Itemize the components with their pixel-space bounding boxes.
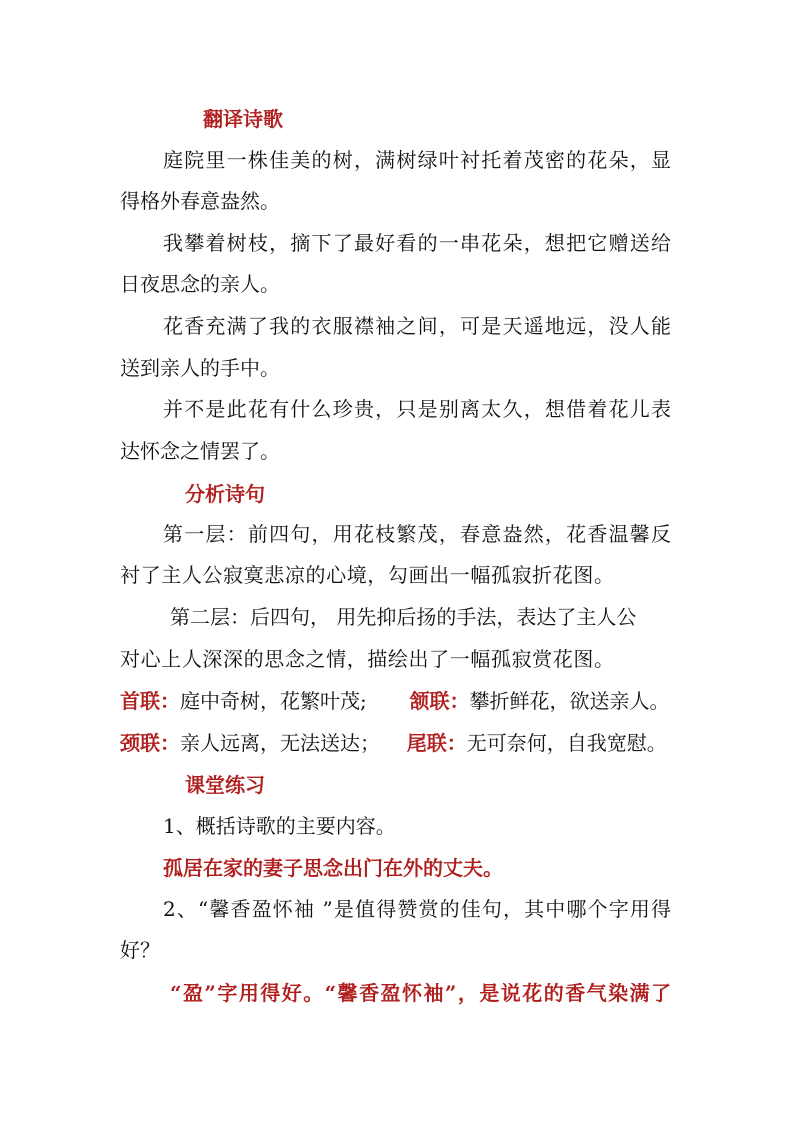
section-heading-analysis: 分析诗句 — [185, 482, 265, 506]
analysis-line-2: 衬了主人公寂寞悲凉的心境，勾画出一幅孤寂折花图。 — [120, 563, 614, 587]
couplet-text-hanlian: 攀折鲜花，欲送亲人。 — [469, 689, 670, 713]
couplet-text-jinglian: 亲人远离，无法送达； — [180, 731, 380, 755]
couplet-label-shoulian: 首联： — [120, 689, 180, 713]
translation-line-6: 送到亲人的手中。 — [120, 356, 280, 380]
analysis-line-3: 第二层：后四句， 用先抑后扬的手法，表达了主人公 — [170, 605, 637, 629]
practice-answer-2: “盈”字用得好。“馨香盈怀袖”，是说花的香气染满了 — [170, 981, 671, 1005]
practice-answer-1: 孤居在家的妻子思念出门在外的丈夫。 — [163, 856, 503, 880]
analysis-line-4: 对心上人深深的思念之情，描绘出了一幅孤寂赏花图。 — [120, 647, 614, 671]
translation-line-1: 庭院里一株佳美的树，满树绿叶衬托着茂密的花朵，显 — [163, 148, 671, 172]
translation-line-5: 花香充满了我的衣服襟袖之间，可是天遥地远，没人能 — [163, 314, 671, 338]
couplet-row-1 — [120, 688, 680, 714]
couplet-label-jinglian: 颈联： — [120, 731, 180, 755]
practice-question-1: 1、概括诗歌的主要内容。 — [163, 814, 396, 838]
couplet-label-weilian: 尾联： — [406, 731, 467, 755]
translation-line-8: 达怀念之情罢了。 — [120, 439, 280, 463]
translation-line-3: 我攀着树枝，摘下了最好看的一串花朵，想把它赠送给 — [163, 231, 671, 255]
couplet-text-weilian: 无可奈何，自我宽慰。 — [466, 731, 667, 755]
translation-line-2: 得格外春意盎然。 — [120, 189, 280, 213]
practice-question-2-line-1: 2、“馨香盈怀袖 ”是值得赞赏的佳句，其中哪个字用得 — [163, 897, 671, 921]
couplet-row-2 — [120, 730, 680, 756]
practice-question-2-line-2: 好？ — [120, 938, 160, 962]
section-heading-translate: 翻译诗歌 — [203, 107, 283, 131]
analysis-line-1: 第一层：前四句，用花枝繁茂，春意盎然，花香温馨反 — [163, 522, 671, 546]
couplet-text-shoulian: 庭中奇树，花繁叶茂; — [180, 689, 367, 713]
couplet-label-hanlian: 颔联： — [409, 689, 470, 713]
translation-line-7: 并不是此花有什么珍贵，只是别离太久，想借着花儿表 — [163, 397, 671, 421]
section-heading-practice: 课堂练习 — [185, 773, 265, 797]
translation-line-4: 日夜思念的亲人。 — [120, 272, 280, 296]
